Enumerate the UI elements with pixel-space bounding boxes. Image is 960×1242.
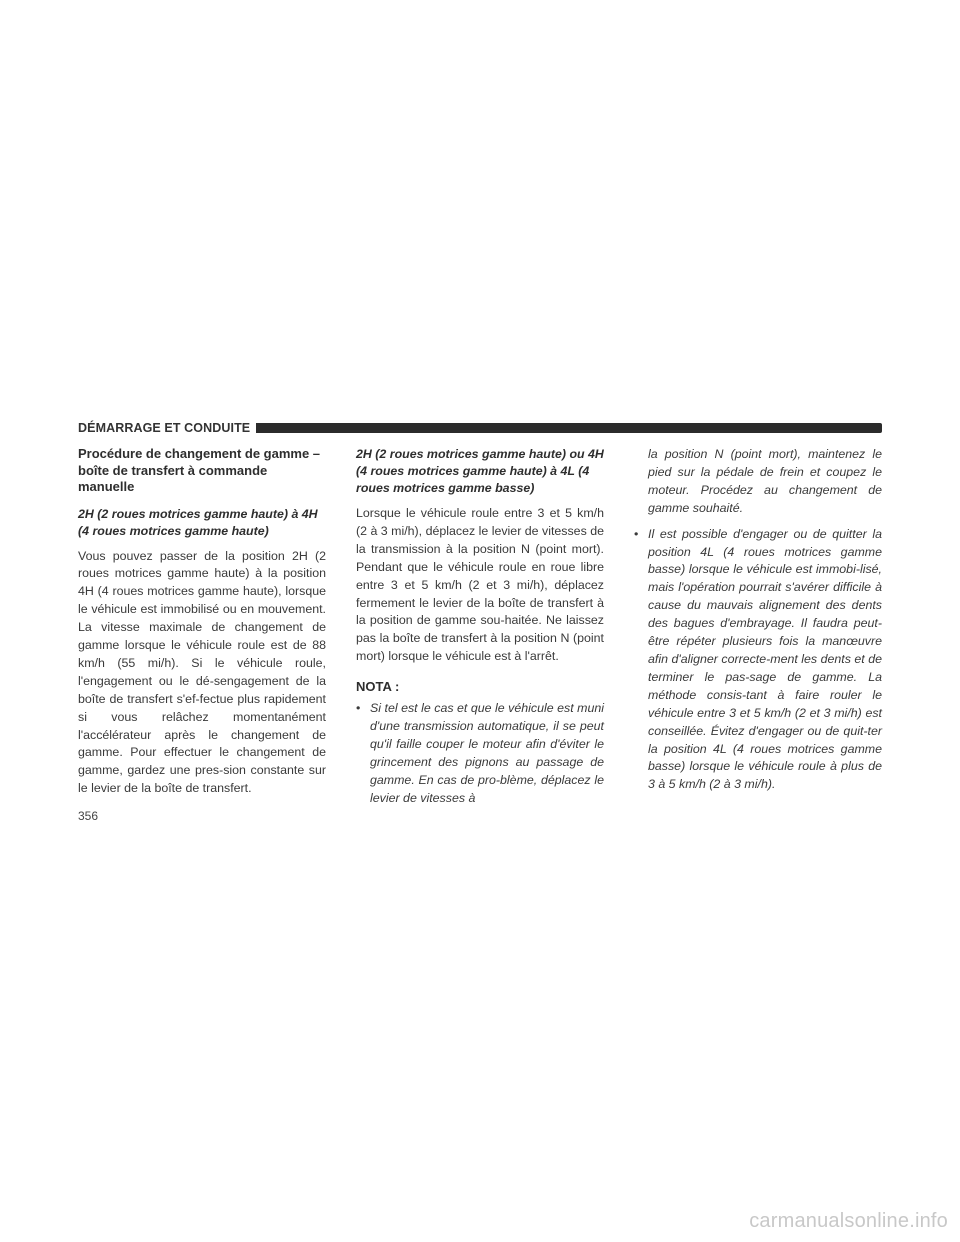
nota-list — [356, 700, 604, 807]
column-1 — [78, 446, 326, 808]
bullet-glyph: • — [356, 701, 361, 716]
watermark-text: carmanualsonline — [749, 1210, 910, 1232]
nota-bullet-1-continued: la position N (point mort), maintenez le pied sur la pédale de frein et coupez le moteur. Procédez au changement de gamme souhaité. — [648, 447, 882, 515]
nota-bullet-2-text: Il est possible d'engager ou de quitter la position 4L (4 roues motrices gamme basse) lorsque le véhicule est immobi-lisé, mais l'opération pourrait s'avérer difficile à cause du mauvais alignement des dents des bagues d'embrayage. Il faudra peut-être répéter plusieurs fois la manœuvre afin d'aligner correcte-ment les dents et de terminer le pas-sage de gamme. La méthode consis-tant à faire rouler le véhicule entre 3 et 5 km/h (2 et 3 mi/h) est conseillée. Évitez d'engager ou de quit-ter la position 4L (4 roues motrices gamme basse) lorsque le véhicule roule à plus de 3 à 5 km/h (2 à 3 mi/h). — [648, 526, 882, 792]
paragraph-to-4l: Lorsque le véhicule roule entre 3 et 5 km/h (2 à 3 mi/h), déplacez le levier de vitesses de la transmission à la position N (point mort). Pendant que le véhicule roule en roue libre entre 3 et 5 km/h (2 et 3 mi/h), déplacez fermement le levier de la boîte de transfert à la position de gamme sou-haitée. Ne laissez pas la boîte de transfert à la position N (point mort) lorsque le véhicule est à l'arrêt. — [356, 506, 604, 664]
subheading-to-4l: 2H (2 roues motrices gamme haute) ou 4H (4 roues motrices gamme haute) à 4L (4 roues motrices gamme basse) — [356, 447, 604, 495]
header-title: DÉMARRAGE ET CONDUITE — [78, 421, 251, 435]
nota-label: NOTA : — [356, 679, 400, 695]
section-title: Procédure de changement de gamme – boîte de transfert à commande manuelle — [78, 446, 321, 494]
nota-list-continued — [634, 526, 882, 795]
nota-bullet-1-text: Si tel est le cas et que le véhicule est muni d'une transmission automatique, il se peut qu'il faille couper le moteur afin d'éviter le grincement des pignons au passage de gamme. En cas de pro-blème, déplacez le levier de vitesses à — [370, 701, 604, 805]
header-rule — [256, 423, 882, 433]
watermark-suffix: .info — [909, 1210, 948, 1232]
column-2 — [356, 446, 604, 816]
subheading-2h-to-4h: 2H (2 roues motrices gamme haute) à 4H (4 roues motrices gamme haute) — [78, 506, 318, 538]
paragraph-2h-to-4h: Vous pouvez passer de la position 2H (2 roues motrices gamme haute) à la position 4H (4 roues motrices gamme haute), lorsque le véhicule est immobilisé ou en mouvement. La vitesse maximale de changement de gamme lorsque le véhicule roule est de 88 km/h (55 mi/h). Si le véhicule roule, l'engagement ou le dé-sengagement de la boîte de transfert s'ef-fectue plus rapidement si vous relâchez momentanément l'accélérateur après le changement de gamme. Pour effectuer le changement de gamme, gardez une pres-sion constante sur le levier de la boîte de transfert. — [78, 548, 326, 796]
bullet-glyph: • — [634, 526, 639, 541]
watermark — [749, 1210, 948, 1233]
nota-bullet-2 — [634, 526, 882, 795]
page-number: 356 — [78, 809, 99, 823]
column-3 — [634, 446, 882, 802]
running-header — [78, 419, 882, 437]
nota-bullet-1 — [356, 700, 604, 807]
